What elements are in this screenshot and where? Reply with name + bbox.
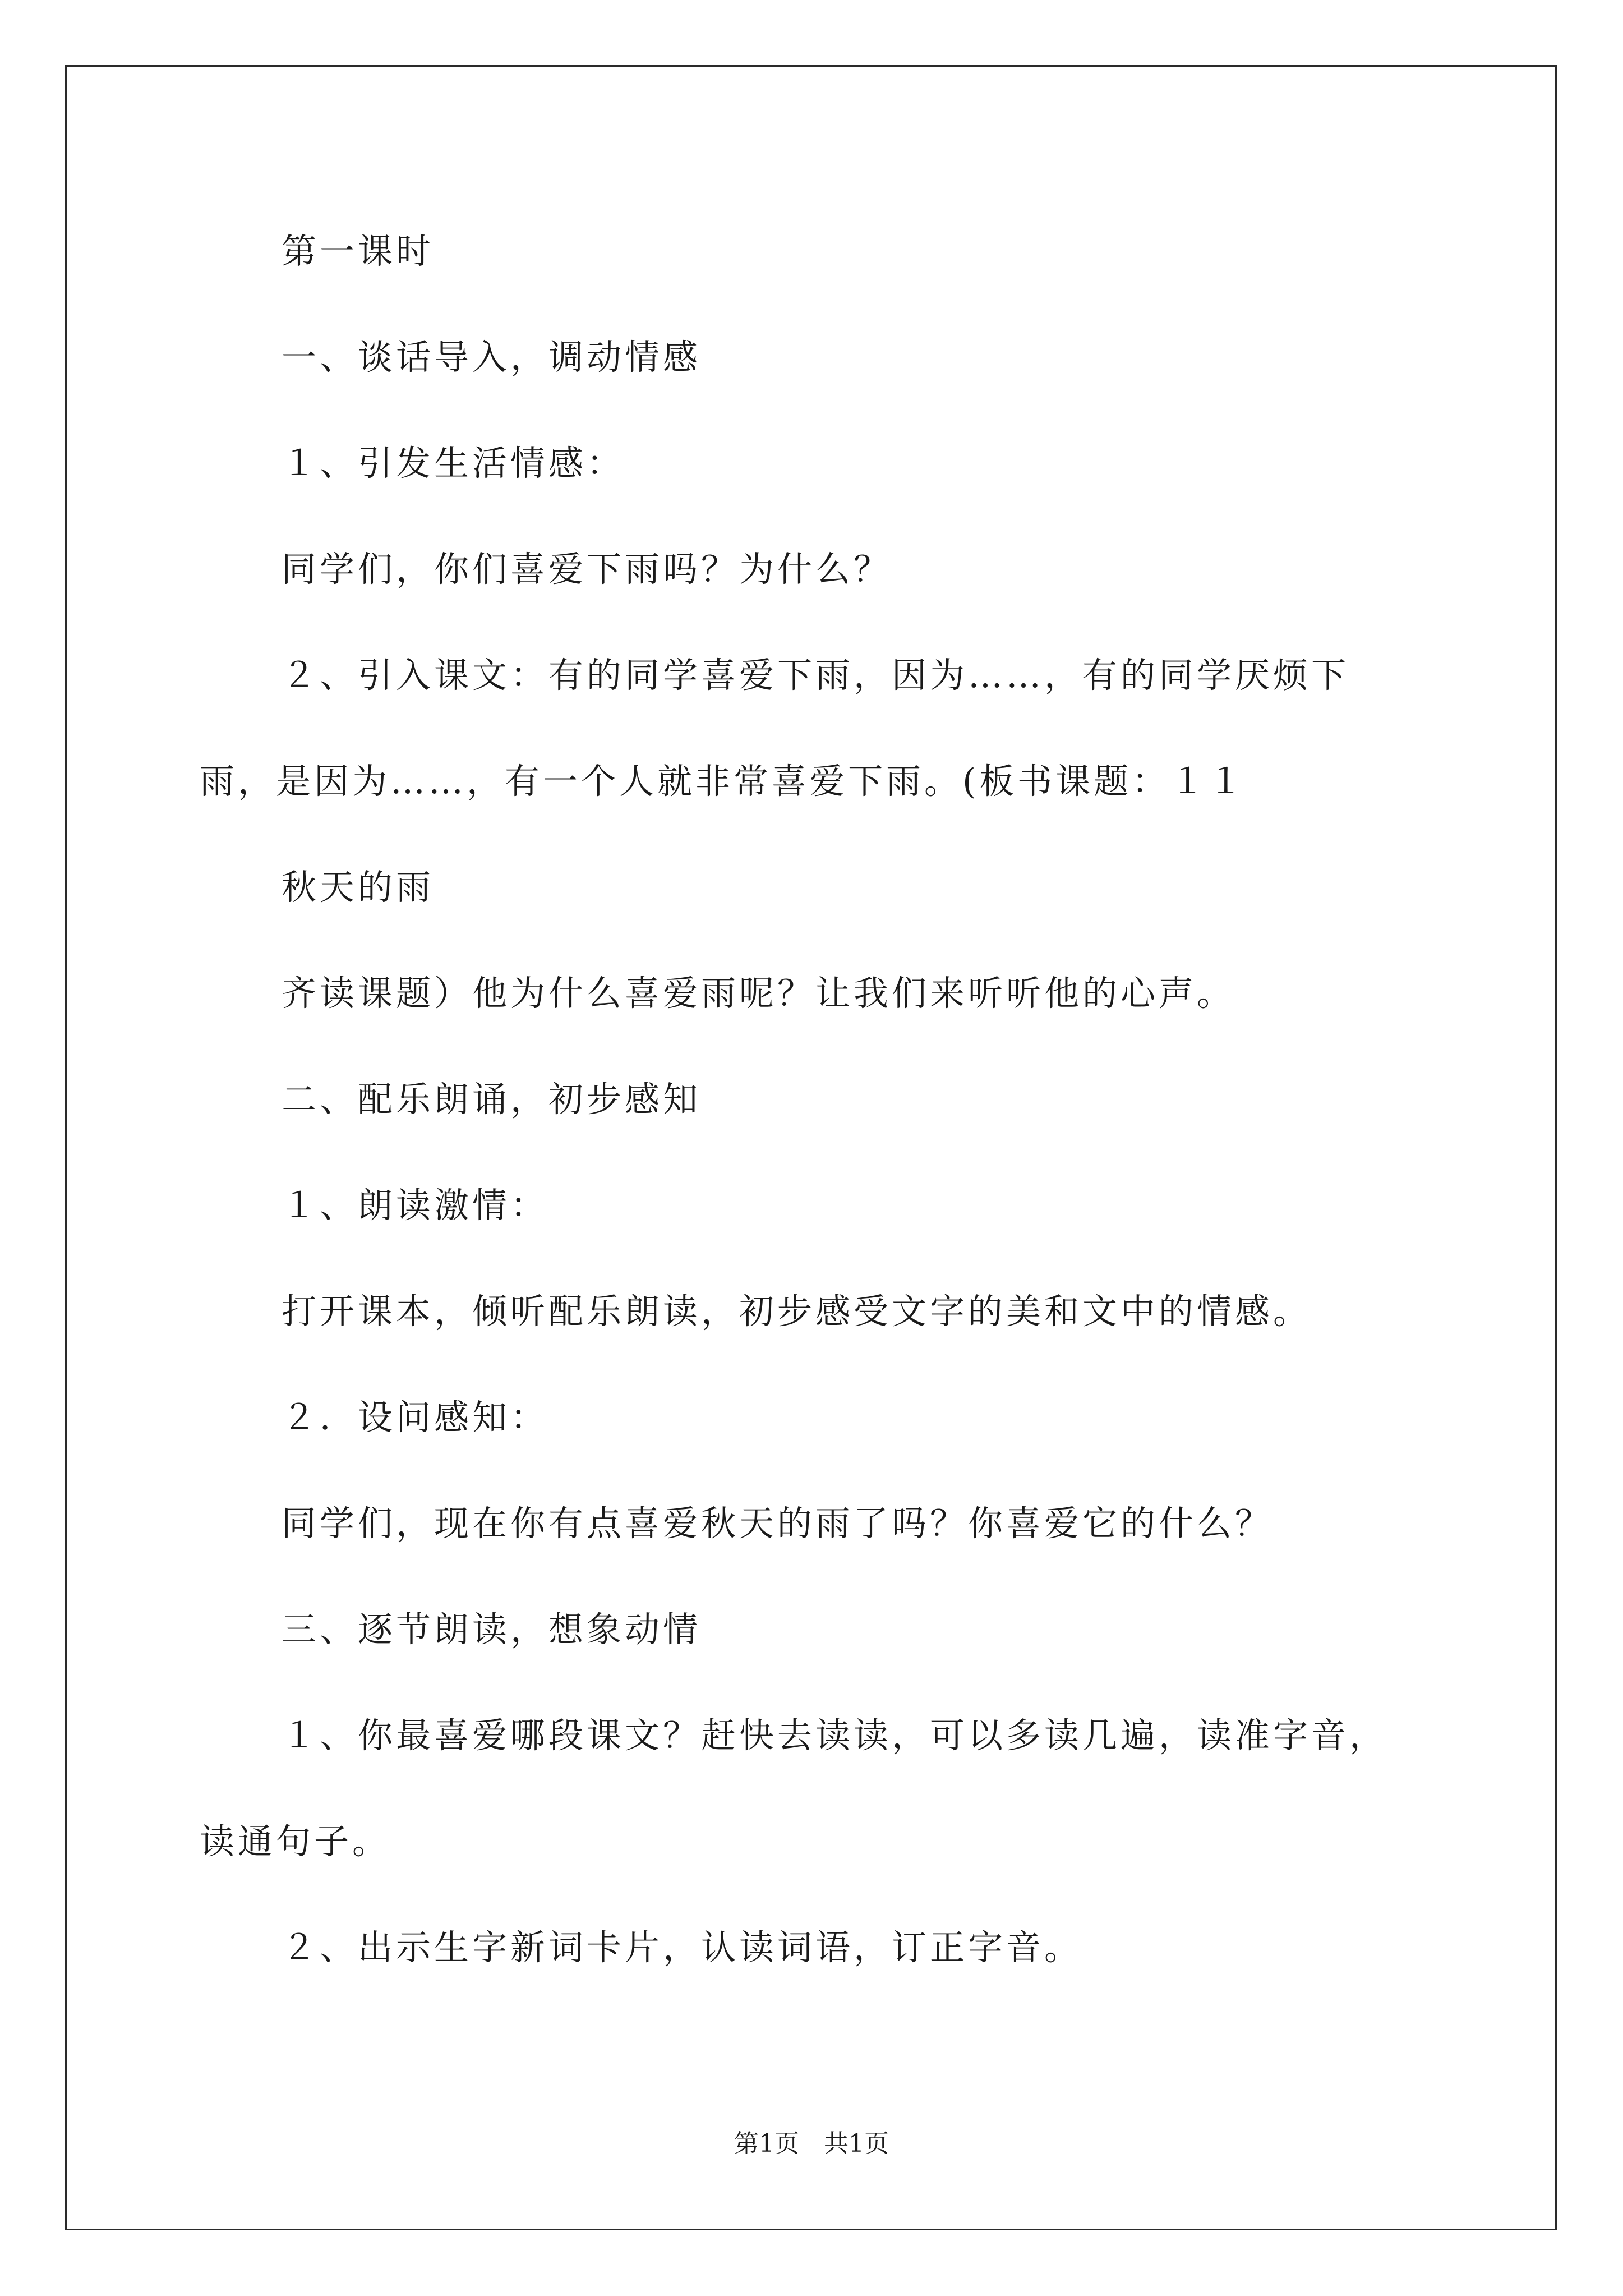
page-footer	[0, 2127, 1623, 2161]
paragraph-line: 齐读课题）他为什么喜爱雨呢？让我们来听听他的心声。	[282, 973, 1235, 1014]
paragraph-line: 打开课本，倾听配乐朗读，初步感受文字的美和文中的情感。	[282, 1291, 1312, 1332]
paragraph-line: 同学们，你们喜爱下雨吗？为什么？	[282, 549, 892, 590]
paragraph-line: １、引发生活情感：	[282, 443, 625, 484]
paragraph-line: 雨，是因为……，有一个人就非常喜爱下雨。(板书课题：１１	[200, 761, 1247, 802]
paragraph-line: ２、引入课文：有的同学喜爱下雨，因为……，有的同学厌烦下	[282, 655, 1350, 696]
paragraph-line: ２、出示生字新词卡片，认读词语，订正字音。	[282, 1927, 1083, 1968]
page-number-label: 第1页 共1页	[734, 2129, 889, 2158]
lesson-title: 秋天的雨	[282, 867, 435, 908]
section-heading-2: 二、配乐朗诵，初步感知	[282, 1079, 702, 1120]
lesson-heading: 第一课时	[282, 231, 435, 272]
paragraph-line: ２．设问感知：	[282, 1397, 549, 1438]
paragraph-line: １、朗读激情：	[282, 1185, 549, 1226]
paragraph-line: 读通句子。	[200, 1821, 391, 1862]
paragraph-line: １、你最喜爱哪段课文？赶快去读读，可以多读几遍，读准字音，	[282, 1715, 1388, 1756]
section-heading-1: 一、谈话导入，调动情感	[282, 337, 702, 378]
paragraph-line: 同学们，现在你有点喜爱秋天的雨了吗？你喜爱它的什么？	[282, 1503, 1274, 1544]
section-heading-3: 三、逐节朗读，想象动情	[282, 1609, 702, 1650]
